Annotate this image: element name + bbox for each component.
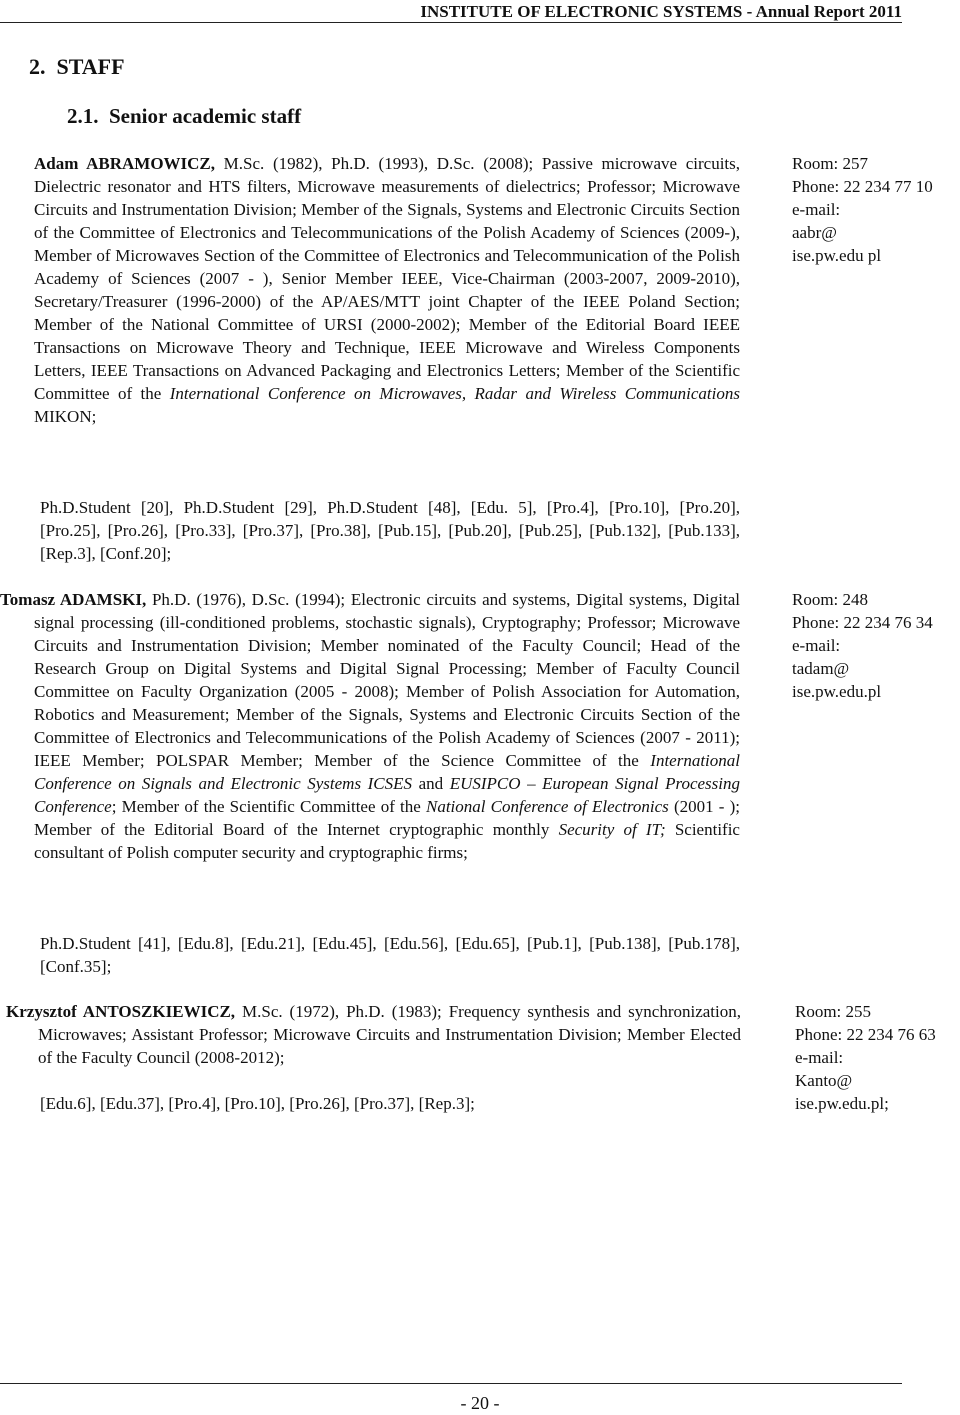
staff-references: [Edu.6], [Edu.37], [Pro.4], [Pro.10], [Pro.26], [Pro.37], [Rep.3];: [40, 1094, 475, 1113]
staff-bio-text: M.Sc. (1972), Ph.D. (1983); Frequency synthesis and synchronization, Microwaves; Assistant Professor; Microwave Circuits and Instrumentation Division; Member Elected of the Faculty Council (2008-2012);: [38, 1002, 741, 1067]
staff-contact: [795, 1000, 936, 1115]
staff-bio-text: Scientific consultant of Polish computer security and cryptographic firms;: [34, 820, 740, 862]
phone-number: Phone: 22 234 76 63: [795, 1025, 936, 1044]
publication-name: Security of IT;: [558, 820, 666, 839]
room-number: Room: 248: [792, 590, 869, 609]
email-domain: ise.pw.edu.pl;: [795, 1094, 889, 1113]
staff-entry-abramowicz-bio: [0, 152, 740, 428]
staff-name: Adam ABRAMOWICZ,: [34, 154, 216, 173]
staff-bio-text: MIKON;: [34, 407, 97, 426]
staff-entry-adamski-bio: [0, 588, 740, 864]
conference-name: EUSIPCO – European Signal Processing Conference: [34, 774, 741, 816]
staff-bio-text: Ph.D. (1976), D.Sc. (1994); Electronic circuits and systems, Digital systems, Digital signal processing (ill-conditioned problems, stochastic signals), Cryptography; Professor; Microwave Circuits and Instrumentation Division; Member nominated of the Faculty Council; Head of the Research Group on Digital Systems and Digital Signal Processing; Member of Faculty Council Committee on Faculty Organization (2005 - 2008); Member of Polish Association for Automation, Robotics and Measurement; Member of the Signals, Systems and Electronic Circuits Section of the Committee of Electronics and Telecommunications of the Polish Academy of Sciences (2007 - 2011); IEEE Member; POLSPAR Member; Member of the Science Committee of the: [34, 590, 740, 770]
email-domain: ise.pw.edu.pl: [792, 682, 882, 701]
report-title: INSTITUTE OF ELECTRONIC SYSTEMS - Annual Report 2011: [420, 2, 902, 21]
staff-bio-text: (2001 - ); Member of the Editorial Board of the Internet cryptographic monthly: [34, 797, 740, 839]
room-number: Room: 257: [792, 154, 869, 173]
staff-bio-text: and: [412, 774, 450, 793]
conference-name: International Conference on Signals and Electronic Systems ICSES: [34, 751, 740, 793]
staff-name: Krzysztof ANTOSZKIEWICZ,: [6, 1002, 236, 1021]
conference-name: International Conference on Microwaves, Radar and Wireless Communications: [169, 384, 740, 403]
staff-contact: [792, 588, 933, 703]
phone-number: Phone: 22 234 76 34: [792, 613, 933, 632]
staff-references: Ph.D.Student [41], [Edu.8], [Edu.21], [Edu.45], [Edu.56], [Edu.65], [Pub.1], [Pub.138], [Pub.178], [Conf.35];: [40, 934, 740, 976]
staff-references: Ph.D.Student [20], Ph.D.Student [29], Ph.D.Student [48], [Edu. 5], [Pro.4], [Pro.10], [Pro.20], [Pro.25], [Pro.26], [Pro.33], [Pro.37], [Pro.38], [Pub.15], [Pub.20], [Pub.25], [Pub.132], [Pub.133], [Rep.3], [Conf.20];: [40, 498, 740, 563]
phone-number: Phone: 22 234 77 10: [792, 177, 933, 196]
staff-contact: [792, 152, 933, 267]
room-number: Room: 255: [795, 1002, 872, 1021]
staff-bio-text: ; Member of the Scientific Committee of the: [111, 797, 426, 816]
email-user: tadam@: [792, 659, 850, 678]
staff-entry-antoszkiewicz-bio: [6, 1000, 741, 1069]
email-user: Kanto@: [795, 1071, 853, 1090]
email-label: e-mail:: [792, 636, 841, 655]
report-header: [0, 0, 902, 23]
staff-bio-text: M.Sc. (1982), Ph.D. (1993), D.Sc. (2008); Passive microwave circuits, Dielectric resonator and HTS filters, Microwave measurements of dielectrics; Professor; Microwave Circuits and Instrumentation Division; Member of the Signals, Systems and Electronic Circuits Section of the Committee of Electronics and Telecommunications of the Polish Academy of Sciences (2009-), Member of Microwaves Section of the Committee of Electronics and Telecommunication of the Polish Academy of Sciences (2007 - ), Senior Member IEEE, Vice-Chairman (2003-2007, 2009-2010), Secretary/Treasurer (1996-2000) of the AP/AES/MTT joint Chapter of the IEEE Poland Section; Member of the National Committee of URSI (2000-2002); Member of the Editorial Board IEEE Transactions on Microwave Theory and Technique, IEEE Microwave and Wireless Components Letters, IEEE Transactions on Advanced Packaging and Electronics Letters; Member of the Scientific Committee of the: [34, 154, 741, 403]
staff-name: Tomasz ADAMSKI,: [0, 590, 147, 609]
conference-name: National Conference of Electronics: [425, 797, 669, 816]
footer-divider: [0, 1383, 902, 1384]
email-label: e-mail:: [795, 1048, 844, 1067]
email-domain: ise.pw.edu pl: [792, 246, 882, 265]
email-label: e-mail:: [792, 200, 841, 219]
page-number: - 20 -: [460, 1393, 500, 1413]
email-user: aabr@: [792, 223, 837, 242]
section-heading: 2. STAFF: [29, 54, 125, 79]
subsection-heading: 2.1. Senior academic staff: [67, 104, 302, 128]
